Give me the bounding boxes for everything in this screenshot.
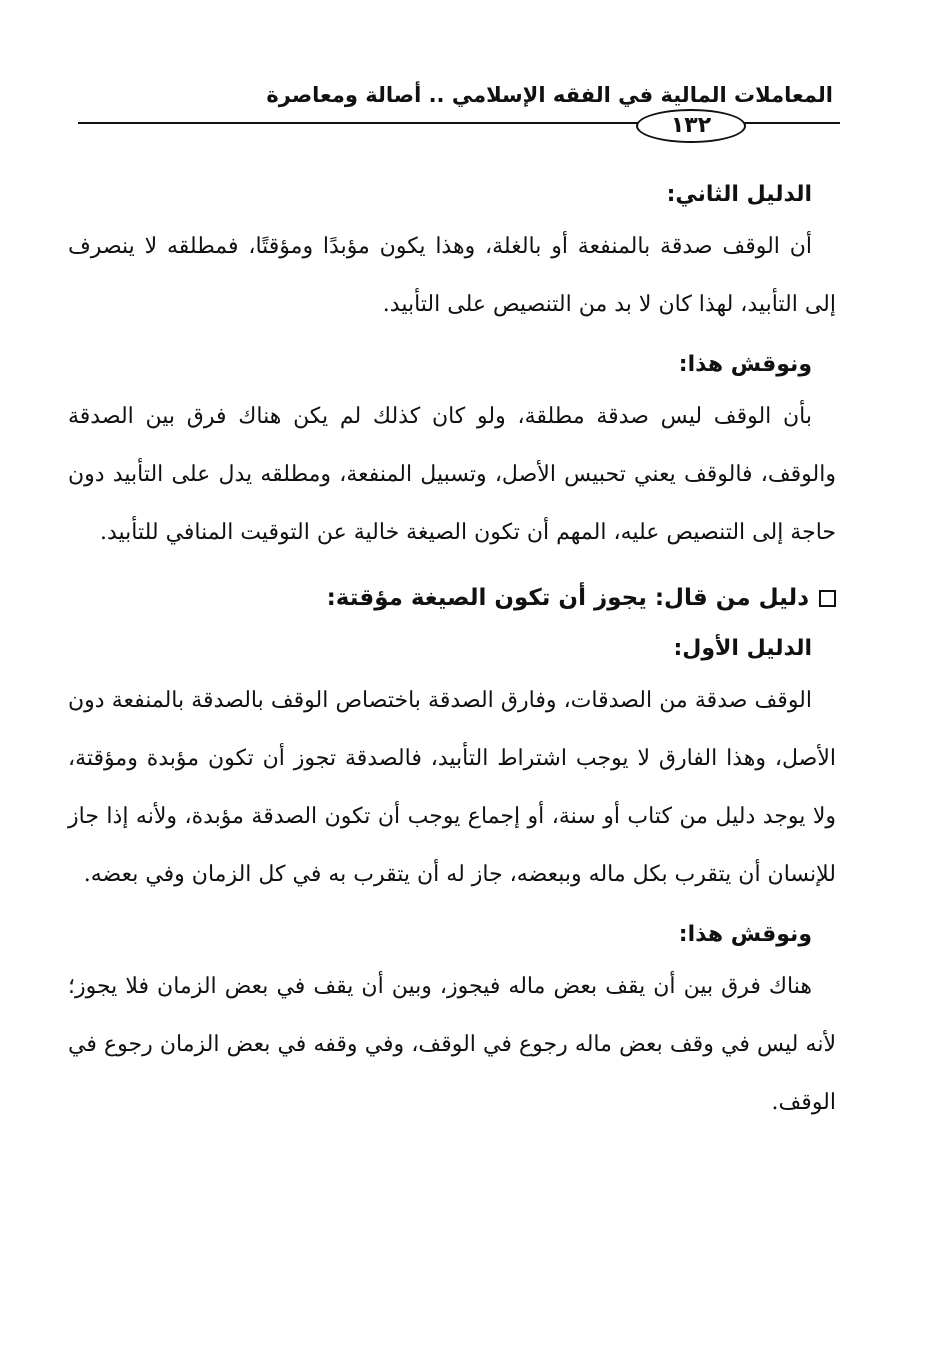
page-number-badge: ١٣٢ <box>636 109 746 143</box>
discussion-one-paragraph: بأن الوقف ليس صدقة مطلقة، ولو كان كذلك لم يكن هناك فرق بين الصدقة والوقف، فالوقف يعني تحبيس الأصل، وتسبيل المنفعة، ومطلقه يدل على التأبيد دون حاجة إلى التنصيص عليه، المهم أن تكون الصيغة خالية عن التوقيت المنافي للتأبيد. <box>68 404 836 545</box>
running-header-title: المعاملات المالية في الفقه الإسلامي .. أصالة ومعاصرة <box>266 83 833 107</box>
discussion-two-heading: ونوقش هذا: <box>678 922 812 947</box>
evidence-first-paragraph: الوقف صدقة من الصدقات، وفارق الصدقة باختصاص الوقف بالصدقة بالمنفعة دون الأصل، وهذا الفارق لا يوجب اشتراط التأبيد، فالصدقة تجوز أن تكون مؤبدة ومؤقتة، ولا يوجد دليل من كتاب أو سنة، أو إجماع يوجب أن تكون الصدقة مؤبدة، ولأنه إذا جاز للإنسان أن يتقرب بكل ماله وببعضه، جاز له أن يتقرب به في كل الزمان وفي بعضه. <box>68 688 836 887</box>
main-section-heading <box>68 570 836 626</box>
discussion-two-paragraph: هناك فرق بين أن يقف بعض ماله فيجوز، وبين أن يقف في بعض الزمان فلا يجوز؛ لأنه ليس في وقف بعض ماله رجوع في الوقف، وفي وقفه في بعض الزمان رجوع في الوقف. <box>68 974 836 1115</box>
discussion-one-heading: ونوقش هذا: <box>678 352 812 377</box>
evidence-two-heading: الدليل الثاني: <box>666 182 812 207</box>
page-body <box>68 172 836 1140</box>
main-section-heading-text: دليل من قال: يجوز أن تكون الصيغة مؤقتة: <box>326 585 809 611</box>
evidence-two-paragraph: أن الوقف صدقة بالمنفعة أو بالغلة، وهذا يكون مؤبدًا ومؤقتًا، فمطلقه لا ينصرف إلى التأبيد، لهذا كان لا بد من التنصيص على التأبيد. <box>68 234 836 317</box>
evidence-first-heading: الدليل الأول: <box>673 636 812 661</box>
square-bullet-icon <box>819 590 836 607</box>
